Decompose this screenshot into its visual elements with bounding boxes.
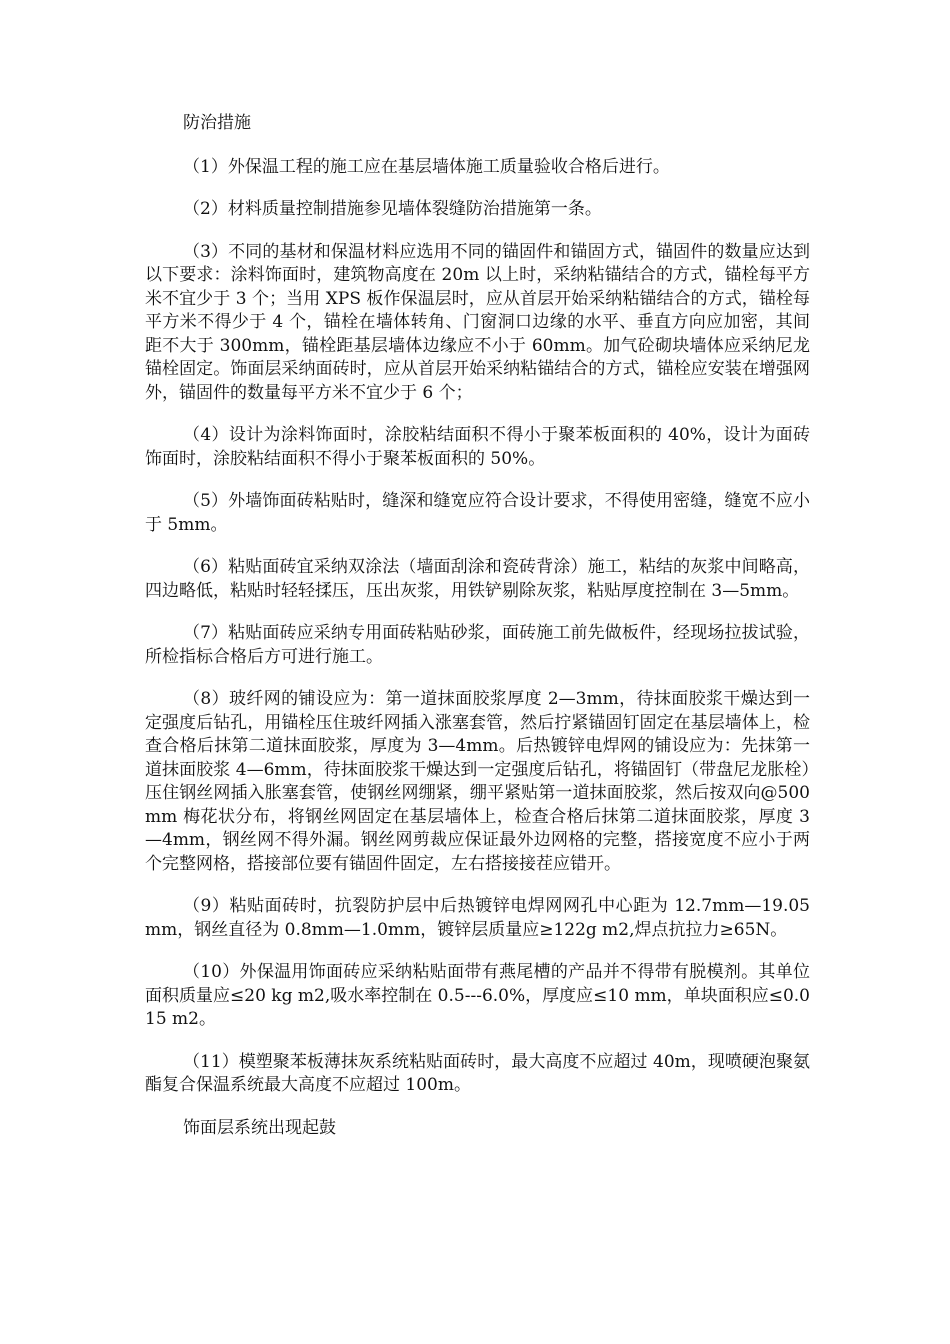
paragraph-4: （4）设计为涂料饰面时，涂胶粘结面积不得小于聚苯板面积的 40%，设计为面砖饰面时，涂胶粘结面积不得小于聚苯板面积的 50%。 [145, 425, 810, 469]
paragraph-8: （8）玻纤网的铺设应为：第一道抹面胶浆厚度 2—3mm，待抹面胶浆干燥达到一定强度后钻孔，用锚栓压住玻纤网插入涨塞套管，然后拧紧锚固钉固定在基层墙体上，检查合格后抹第二道抹面胶浆，厚度为 3—4mm。后热镀锌电焊网的铺设应为：先抹第一道抹面胶浆 4—6mm，待抹面胶浆干燥达到一定强度后钻孔，将锚固钉（带盘尼龙胀栓）压住钢丝网插入胀塞套管，使钢丝网绷紧，绷平紧贴第一道抹面胶浆，然后按双向@500mm 梅花状分布，将钢丝网固定在基层墙体上，检查合格后抹第二道抹面胶浆，厚度 3—4mm，钢丝网不得外漏。钢丝网剪裁应保证最外边网格的完整，搭接宽度不应小于两个完整网格，搭接部位要有锚固件固定，左右搭接接茬应错开。 [145, 689, 810, 874]
paragraph-1: （1）外保温工程的施工应在基层墙体施工质量验收合格后进行。 [183, 156, 670, 177]
paragraph-10: （10）外保温用饰面砖应采纳粘贴面带有燕尾槽的产品并不得带有脱模剂。其单位面积质量应≤20 kg m2,吸水率控制在 0.5---6.0%，厚度应≤10 mm，单块面积应≤0.015 m2。 [145, 962, 810, 1029]
paragraph-9: （9）粘贴面砖时，抗裂防护层中后热镀锌电焊网网孔中心距为 12.7mm—19.05mm，钢丝直径为 0.8mm—1.0mm，镀锌层质量应≥122g m2,焊点抗拉力≥65N。 [145, 896, 810, 940]
next-section-title: 饰面层系统出现起鼓 [183, 1117, 336, 1138]
paragraph-3: （3）不同的基材和保温材料应选用不同的锚固件和锚固方式，锚固件的数量应达到以下要求：涂料饰面时，建筑物高度在 20m 以上时，采纳粘锚结合的方式，锚栓每平方米不宜少于 3 个；当用 XPS 板作保温层时，应从首层开始采纳粘锚结合的方式，锚栓每平方米不得少于 4 个，锚栓在墙体转角、门窗洞口边缘的水平、垂直方向应加密，其间距不大于 300mm，锚栓距基层墙体边缘应不小于 60mm。加气砼砌块墙体应采纳尼龙锚栓固定。饰面层采纳面砖时，应从首层开始采纳粘锚结合的方式，锚栓应安装在增强网外，锚固件的数量每平方米不宜少于 6 个； [145, 241, 810, 403]
paragraph-2: （2）材料质量控制措施参见墙体裂缝防治措施第一条。 [183, 199, 602, 219]
paragraph-6: （6）粘贴面砖宜采纳双涂法（墙面刮涂和瓷砖背涂）施工，粘结的灰浆中间略高，四边略低，粘贴时轻轻揉压，压出灰浆，用铁铲剔除灰浆，粘贴厚度控制在 3—5mm。 [145, 557, 810, 601]
section-title: 防治措施 [183, 113, 251, 133]
paragraph-11: （11）模塑聚苯板薄抹灰系统粘贴面砖时，最大高度不应超过 40m，现喷硬泡聚氨酯复合保温系统最大高度不应超过 100m。 [145, 1051, 810, 1095]
document-page [145, 112, 810, 1160]
paragraph-5: （5）外墙饰面砖粘贴时，缝深和缝宽应符合设计要求，不得使用密缝，缝宽不应小于 5mm。 [145, 491, 810, 535]
paragraph-7: （7）粘贴面砖应采纳专用面砖粘贴砂浆，面砖施工前先做板件，经现场拉拔试验，所检指标合格后方可进行施工。 [145, 623, 810, 667]
